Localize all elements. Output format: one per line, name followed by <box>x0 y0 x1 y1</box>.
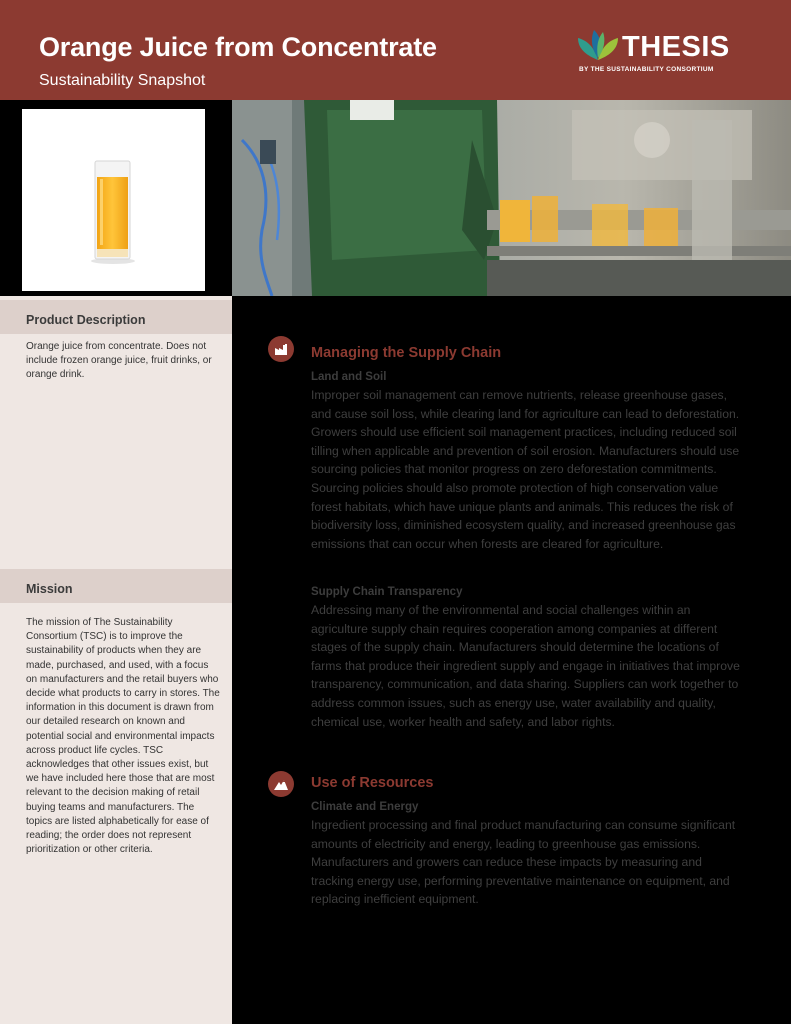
topic-title-supply-chain-transparency: Supply Chain Transparency <box>311 586 463 598</box>
sidebar <box>0 296 232 1024</box>
product-photo <box>0 100 232 296</box>
section-title-supply-chain: Managing the Supply Chain <box>311 345 502 361</box>
product-photo-frame <box>22 109 205 291</box>
page-subtitle: Sustainability Snapshot <box>39 72 206 89</box>
product-description-heading: Product Description <box>0 300 232 334</box>
mission-text: The mission of The Sustainability Consortium (TSC) is to improve the sustainability of products when they are made, purchased, and used, with a focus on manufacturers and the retail buyers who decide what products to carry in stores. The information in this document is drawn from our detailed research on known and potential social and environmental impacts across product life cycles. TSC acknowledges that other issues exist, but we have included here those that are most relevant to the decision making of retail buying teams and manufacturers. The topics are listed alphabetically for ease of reading; the order does not represent prioritization or other criteria. <box>26 617 220 856</box>
leaf-logo-icon <box>576 28 620 62</box>
factory-scene-image <box>232 100 791 296</box>
topic-title-land-soil: Land and Soil <box>311 371 387 383</box>
topic-text-climate-energy: Ingredient processing and final product manufacturing can consume significant amounts of electricity and energy, leading to greenhouse gas emissions. Manufacturers and growers can reduce these impacts by measuring and tracking energy use, performing preventative maintenance on equipment, and replacing inefficient equipment. <box>311 818 736 907</box>
factory-icon <box>268 336 294 362</box>
product-description-text: Orange juice from concentrate. Does not include frozen orange juice, fruit drinks, or orange drink. <box>26 341 212 381</box>
logo-tagline: BY THE SUSTAINABILITY CONSORTIUM <box>579 66 714 73</box>
topic-title-climate-energy: Climate and Energy <box>311 801 419 813</box>
section-title-use-of-resources: Use of Resources <box>311 775 434 791</box>
main-content <box>232 296 791 1024</box>
orange-juice-glass-image <box>22 109 205 291</box>
mountain-icon <box>268 771 294 797</box>
factory-production-photo <box>232 100 791 296</box>
page-title: Orange Juice from Concentrate <box>39 32 437 62</box>
header-banner <box>0 0 791 100</box>
topic-text-supply-chain-transparency: Addressing many of the environmental and social challenges within an agriculture supply chain requires cooperation among companies at different stages of the supply chain. Manufacturers should determine the locations of farms that produce their ingredient supply and engage in initiatives that improve transparency, communication, and data sharing. Suppliers can work together to address common issues, such as energy use, water availability and quality, chemical use, worker health and safety, and labor rights. <box>311 603 740 729</box>
mission-heading: Mission <box>0 569 232 603</box>
logo-wordmark: THESIS <box>622 31 730 63</box>
topic-text-land-soil: Improper soil management can remove nutrients, release greenhouse gases, and cause soil loss, while clearing land for agriculture can lead to deforestation. Growers should use efficient soil management practices, including reduced soil tilling when applicable and prevention of soil erosion. Manufacturers should use sourcing policies that monitor progress on zero deforestation commitments. Sourcing policies should also promote protection of high conservation value forest habitats, which have unique plants and animals. This reduces the risk of biodiversity loss, diminished ecosystem quality, and increased greenhouse gas emissions that can occur when forests are cleared for agriculture. <box>311 388 740 551</box>
thesis-logo <box>576 28 746 78</box>
